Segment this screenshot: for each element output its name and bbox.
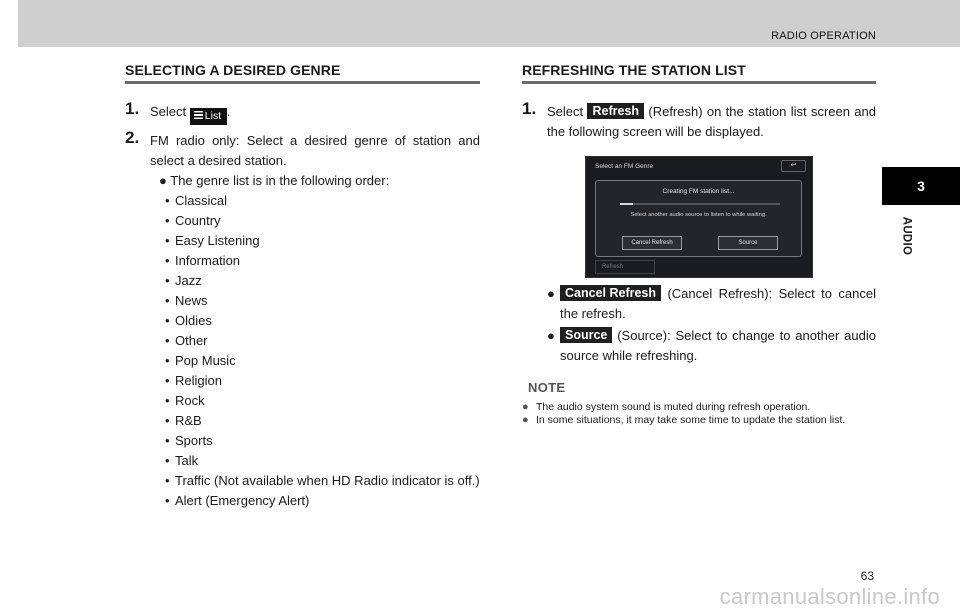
genre-label: • Country [175, 213, 221, 228]
left-column [125, 62, 480, 511]
back-icon: ↩ [781, 160, 806, 172]
genre-label: • Oldies [175, 313, 212, 328]
cancel-refresh-badge: Cancel Refresh [560, 285, 661, 301]
bullet-icon: ● [522, 401, 529, 413]
list-item [165, 431, 480, 451]
genre-label: • Sports [175, 433, 213, 448]
chapter-label [899, 213, 913, 258]
genre-label: • Talk [175, 453, 199, 468]
screen-source-button: Source [718, 236, 778, 250]
right-column [522, 62, 876, 427]
step-text: Select [547, 104, 584, 119]
step-text: Select [150, 104, 187, 119]
list-item [165, 231, 480, 251]
list-item [165, 451, 480, 471]
note-text: The audio system sound is muted during refresh operation. [536, 401, 811, 413]
list-item [165, 331, 480, 351]
genre-step-1 [125, 99, 480, 125]
genre-order-text: The genre list is in the following order: [170, 173, 390, 188]
chapter-label-text: AUDIO [900, 216, 912, 255]
genre-label: • Rock [175, 393, 205, 408]
header-section-title: RADIO OPERATION [771, 30, 876, 42]
option-cancel-refresh [547, 284, 876, 324]
screen-refresh-button: Refresh [595, 260, 655, 274]
screen-cancel-refresh-button: Cancel Refresh [622, 236, 682, 250]
genre-order-note [159, 171, 480, 191]
list-item [165, 251, 480, 271]
screen-dialog [595, 180, 802, 257]
note-item [522, 401, 876, 414]
genre-list [165, 191, 480, 511]
list-item [165, 471, 480, 491]
step-text-end: . [226, 104, 231, 119]
option-text: (Cancel Refresh): Select to cancel the refresh. [560, 286, 876, 321]
option-text: (Source): Select to change to another audio source while refreshing. [560, 328, 876, 363]
step-text-end: (Refresh) on the station list screen and the following screen will be displayed. [547, 104, 876, 139]
genre-label: • Classical [175, 193, 228, 208]
list-item [165, 351, 480, 371]
genre-label: • Jazz [175, 273, 202, 288]
genre-label: • News [175, 293, 208, 308]
list-button-label: List [204, 110, 222, 122]
list-item [165, 291, 480, 311]
chapter-tab [882, 167, 960, 205]
list-item [165, 271, 480, 291]
refresh-badge: Refresh [587, 103, 644, 119]
screen-illustration [585, 156, 813, 278]
step-text: FM radio only: Select a desired genre of station and select a desired station. [150, 133, 480, 168]
chapter-number: 3 [917, 178, 925, 194]
genre-label: • Alert (Emergency Alert) [175, 493, 310, 508]
page-number: 63 [860, 569, 874, 583]
section-title-refresh: REFRESHING THE STATION LIST [522, 62, 876, 84]
genre-label: • Other [175, 333, 208, 348]
bullet-icon: ● [547, 328, 555, 343]
genre-label: • Information [175, 253, 241, 268]
note-title: NOTE [528, 380, 566, 395]
list-item [165, 311, 480, 331]
section-title-genre: SELECTING A DESIRED GENRE [125, 62, 480, 84]
option-source [547, 326, 876, 366]
step-number: 2. [125, 128, 140, 147]
bullet-icon: ● [522, 414, 529, 426]
note-list [522, 401, 876, 427]
step-number: 1. [125, 99, 140, 118]
watermark: carmanualsonline.info [719, 584, 940, 609]
genre-step-2 [125, 128, 480, 171]
list-icon [194, 111, 203, 120]
note-item [522, 414, 876, 427]
genre-label: • Religion [175, 373, 222, 388]
dialog-message: Select another audio source to listen to while waiting. [630, 212, 767, 218]
progress-bar [620, 203, 780, 205]
list-item [165, 191, 480, 211]
genre-label: • Easy Listening [175, 233, 260, 248]
list-button [190, 108, 227, 125]
list-item [165, 411, 480, 431]
list-item [165, 491, 480, 511]
screen-title: Select an FM Genre [595, 163, 654, 170]
dialog-title: Creating FM station list... [662, 188, 735, 195]
step-number: 1. [522, 99, 537, 118]
refresh-step-1 [522, 99, 876, 142]
list-item [165, 371, 480, 391]
progress-fill [620, 203, 633, 205]
bullet-icon: ● [159, 173, 167, 188]
genre-label: • Traffic (Not available when HD Radio indicator is off.) [175, 473, 480, 488]
bullet-icon: ● [547, 286, 555, 301]
genre-label: • R&B [175, 413, 202, 428]
list-item [165, 391, 480, 411]
list-item [165, 211, 480, 231]
source-badge: Source [560, 327, 612, 343]
genre-label: • Pop Music [175, 353, 236, 368]
note-text: In some situations, it may take some time to update the station list. [536, 414, 846, 426]
